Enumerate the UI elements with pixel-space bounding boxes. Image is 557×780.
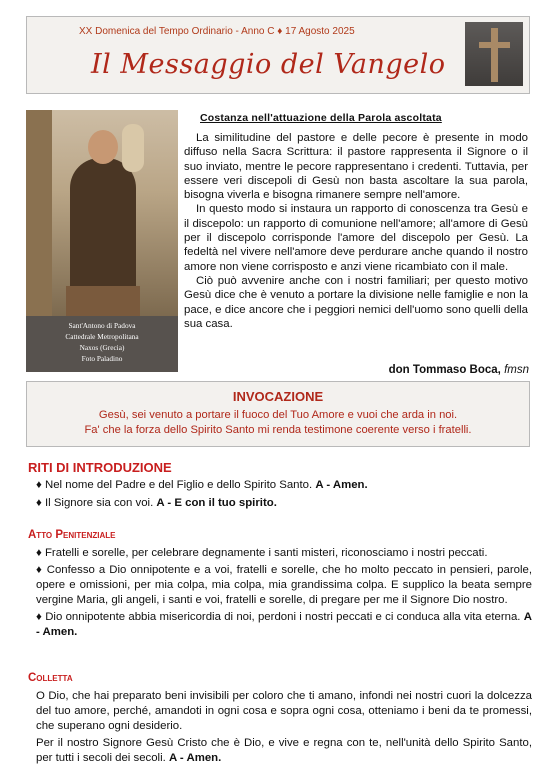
riti-line <box>28 478 532 493</box>
colletta-paragraph <box>28 736 532 766</box>
author-signature <box>389 364 529 376</box>
riti-line <box>28 496 532 511</box>
caption-line: Cattedrale Metropolitana <box>65 332 139 341</box>
header-banner <box>26 16 530 94</box>
article-paragraph: Ciò può avvenire anche con i nostri familiari; per questo motivo Gesù dice che è venuto a portare la divisione nelle famiglie e non la pace, e dice ancore che i peggiori nemici dell'uomo sono quelli della sua casa. <box>184 274 528 330</box>
atto-response: A - Amen. <box>36 611 532 638</box>
caption-line: Foto Paladino <box>81 354 123 363</box>
atto-paragraph <box>28 610 532 640</box>
date-line: XX Domenica del Tempo Ordinario - Anno C ♦ 17 Agosto 2025 <box>79 26 355 37</box>
colletta-paragraph: O Dio, che hai preparato beni invisibili per coloro che ti amano, infondi nei nostri cuori la dolcezza del tuo amore, perché, amandoti in ogni cosa e sopra ogni cosa, otteniamo i beni da te promessi, che superano ogni desiderio. <box>36 690 532 732</box>
colletta-section <box>28 671 532 766</box>
riti-text: ♦ Nel nome del Padre e del Figlio e dello Spirito Santo. <box>36 479 313 491</box>
riti-text: ♦ Il Signore sia con voi. <box>36 497 154 509</box>
atto-paragraph: ♦ Confesso a Dio onnipotente e a voi, fratelli e sorelle, che ho molto peccato in pensieri, parole, opere e omissioni, per mia colpa, mia colpa, mia grandissima colpa. E supplico la beata sempre vergine Maria, gli angeli, i santi e voi, fratelli e sorelle, di pregare per me il Signore Dio nostro. <box>36 564 532 606</box>
caption-line: Sant'Antono di Padova <box>68 321 136 330</box>
author-suffix: fmsn <box>504 364 529 376</box>
atto-text: ♦ Dio onnipotente abbia misericordia di noi, perdoni i nostri peccati e ci conduca alla vita eterna. <box>36 611 521 623</box>
invocation-title: INVOCAZIONE <box>232 389 324 404</box>
riti-response: A - E con il tuo spirito. <box>156 497 277 509</box>
page-title: Il Messaggio del Vangelo <box>91 49 446 80</box>
atto-paragraph: ♦ Fratelli e sorelle, per celebrare degnamente i santi misteri, riconosciamo i nostri peccati. <box>36 547 488 559</box>
statue-photo <box>26 110 178 316</box>
caption-line: Naxos (Grecia) <box>79 343 125 352</box>
riti-title: RITI DI INTRODUZIONE <box>28 460 172 475</box>
atto-section <box>28 528 532 640</box>
article-title: Costanza nell'attuazione della Parola ascoltata <box>200 112 442 124</box>
atto-title: Atto Penitenziale <box>28 529 116 541</box>
article-body <box>184 131 528 331</box>
colletta-title: Colletta <box>28 672 73 684</box>
riti-response: A - Amen. <box>315 479 368 491</box>
invocation-line: Gesù, sei venuto a portare il fuoco del Tuo Amore e vuoi che arda in noi. <box>98 409 458 421</box>
colletta-response: A - Amen. <box>168 752 222 764</box>
article-paragraph: In questo modo si instaura un rapporto di conoscenza tra Gesù e il discepolo: un rapporto di comunione nell'amore; all'amore di Gesù per il discepolo corrisponde l'amore del discepolo per Gesù. La fedeltà nel vivere nell'amore deve perdurare anche quando il nostro amore non viene corrisposto e anzi viene ricambiato con il male. <box>184 203 528 273</box>
cross-icon <box>465 22 523 86</box>
riti-section <box>28 460 532 511</box>
colletta-text: Per il nostro Signore Gesù Cristo che è Dio, e vive e regna con te, nell'unità dello Spirito Santo, per tutti i secoli dei secoli. <box>36 737 532 764</box>
author-name: don Tommaso Boca, <box>388 364 501 376</box>
photo-caption <box>26 316 178 372</box>
invocation-line: Fa' che la forza dello Spirito Santo mi renda testimone coerente verso i fratelli. <box>84 424 472 436</box>
article-paragraph: La similitudine del pastore e delle pecore è presente in modo diffuso nella Sacra Scrittura: il pastore rappresenta il Signore o il suo inviato, mentre le pecore rappresentano i credenti. Tuttavia, per essere veri discepoli di Gesù non basta ascoltare la sua parola, bisogna viverla e bisogna rimanere sempre nell'amore. <box>184 132 528 202</box>
invocation-box <box>26 381 530 447</box>
